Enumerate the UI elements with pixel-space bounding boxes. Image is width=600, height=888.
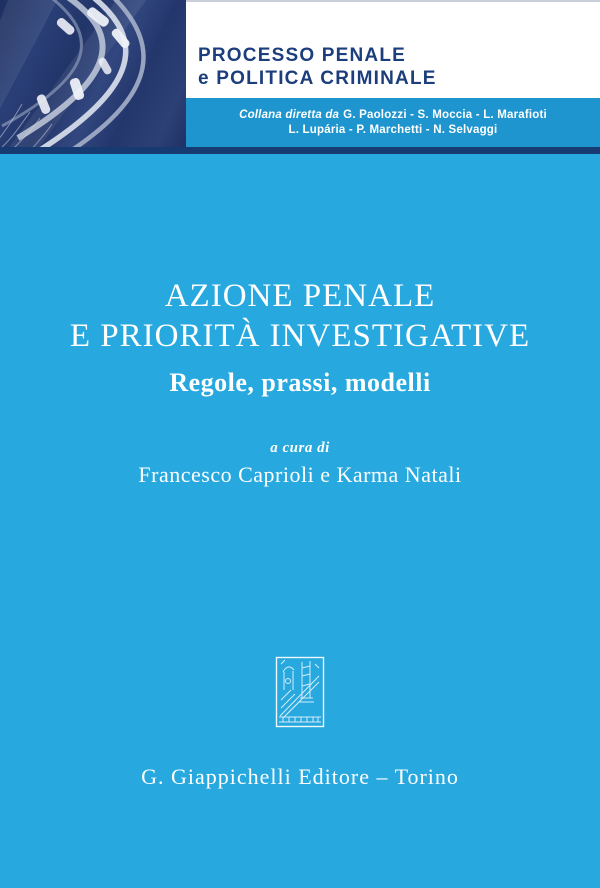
series-title <box>198 44 437 90</box>
book-title-line2: E PRIORITÀ INVESTIGATIVE <box>69 318 531 354</box>
editors-names: Francesco Caprioli e Karma Natali <box>138 462 462 487</box>
header-separator-bar <box>0 147 600 154</box>
book-title <box>0 276 600 356</box>
series-directed-by-label: Collana diretta da <box>239 109 340 121</box>
book-subtitle: Regole, prassi, modelli <box>169 368 431 397</box>
series-directors-names1: G. Paolozzi - S. Moccia - L. Marafioti <box>343 109 547 121</box>
series-title-line2: e POLITICA CRIMINALE <box>198 68 437 89</box>
publisher-logo <box>275 656 325 728</box>
book-title-line1: AZIONE PENALE <box>164 278 436 314</box>
series-title-panel <box>186 0 600 98</box>
series-directors-line2: L. Lupária - P. Marchetti - N. Selvaggi <box>288 124 498 136</box>
edited-by-label: a cura di <box>270 440 330 456</box>
series-title-line1: PROCESSO PENALE <box>198 45 407 66</box>
series-header <box>0 0 600 154</box>
giappichelli-printer-mark-icon <box>275 656 325 728</box>
tassels-icon <box>0 0 186 147</box>
series-directors-line1 <box>186 108 600 123</box>
publisher-imprint: G. Giappichelli Editore – Torino <box>141 764 459 789</box>
series-directors-band <box>186 98 600 147</box>
tassels-image <box>0 0 186 147</box>
